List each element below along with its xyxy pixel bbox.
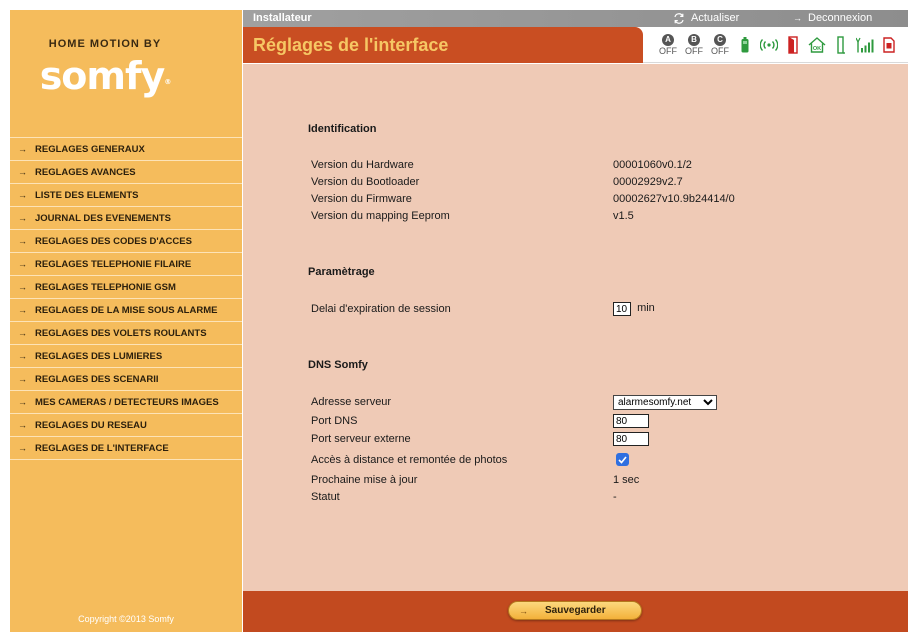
hardware-version-row (311, 158, 871, 175)
nav-item-label: REGLAGES DU RESEAU (35, 419, 147, 431)
server-address-select[interactable] (613, 395, 717, 410)
status-value: - (613, 491, 617, 503)
status-icons (658, 34, 898, 57)
settings-panel (243, 64, 908, 591)
nav-item-label: LISTE DES ELEMENTS (35, 189, 139, 201)
nav-item-telephonie-gsm[interactable] (10, 276, 242, 299)
session-timeout-control (613, 302, 655, 316)
title-tab (243, 27, 643, 63)
remote-access-label: Accès à distance et remontée de photos (311, 454, 508, 466)
zone-b-status (684, 34, 704, 57)
nav-item-label: REGLAGES DES SCENARII (35, 373, 159, 385)
section-identification-title: Identification (308, 123, 377, 135)
zone-state: OFF (711, 46, 729, 56)
session-timeout-row (311, 302, 871, 319)
zone-state: OFF (659, 46, 677, 56)
arrow-right-icon: → (18, 259, 27, 269)
arrow-right-icon: → (18, 236, 27, 246)
save-button-label: Sauvegarder (545, 605, 606, 616)
firmware-version-row (311, 192, 871, 209)
sim-card-icon (880, 34, 898, 56)
server-address-label: Adresse serveur (311, 396, 392, 408)
row-value: v1.5 (613, 210, 634, 222)
session-timeout-label: Delai d'expiration de session (311, 303, 451, 315)
logo-registered-mark: ® (164, 78, 171, 86)
nav-item-label: REGLAGES TELEPHONIE FILAIRE (35, 258, 192, 270)
somfy-logo (10, 54, 200, 98)
nav-item-telephonie-filaire[interactable] (10, 253, 242, 276)
nav-item-lumieres[interactable] (10, 345, 242, 368)
remote-access-row (311, 453, 871, 470)
status-row (311, 490, 871, 507)
arrow-right-icon: → (18, 397, 27, 407)
nav-item-liste-elements[interactable] (10, 184, 242, 207)
nav-item-label: REGLAGES DES LUMIERES (35, 350, 163, 362)
zone-letter: B (688, 34, 700, 46)
arrow-right-icon: → (18, 305, 27, 315)
row-label: Version du mapping Eeprom (311, 210, 450, 222)
nav-item-codes-acces[interactable] (10, 230, 242, 253)
row-label: Version du Bootloader (311, 176, 420, 188)
window-right-edge (908, 10, 922, 632)
zone-c-status (710, 34, 730, 57)
nav-item-label: REGLAGES DES CODES D'ACCES (35, 235, 192, 247)
zone-letter: A (662, 34, 674, 46)
nav-item-label: REGLAGES DE LA MISE SOUS ALARME (35, 304, 218, 316)
top-bar (243, 10, 908, 27)
nav-item-volets-roulants[interactable] (10, 322, 242, 345)
sidebar-nav (10, 137, 242, 460)
arrow-right-icon: → (793, 13, 802, 23)
arrow-right-icon: → (18, 190, 27, 200)
external-port-label: Port serveur externe (311, 433, 411, 445)
external-port-row (311, 432, 871, 449)
refresh-link[interactable] (673, 12, 739, 24)
house-ok-icon (808, 34, 826, 56)
sidebar (10, 10, 242, 632)
server-address-control (613, 395, 717, 410)
arrow-right-icon: → (18, 420, 27, 430)
arrow-right-icon: → (18, 351, 27, 361)
session-timeout-input[interactable] (613, 302, 631, 316)
copyright: Copyright ©2013 Somfy (78, 614, 174, 624)
dns-port-row (311, 414, 871, 431)
section-parametrage-title: Paramètrage (308, 266, 375, 278)
external-port-input[interactable] (613, 432, 649, 446)
external-port-control (613, 432, 649, 446)
row-value: 00001060v0.1/2 (613, 159, 692, 171)
gsm-signal-icon (856, 34, 874, 56)
nav-item-label: REGLAGES TELEPHONIE GSM (35, 281, 176, 293)
server-address-row (311, 395, 871, 412)
nav-item-label: REGLAGES AVANCES (35, 166, 136, 178)
logo-text: somfy (39, 54, 165, 98)
status-label: Statut (311, 491, 340, 503)
row-value: 00002627v10.9b24414/0 (613, 193, 735, 205)
arrow-right-icon: → (18, 144, 27, 154)
row-value: 00002929v2.7 (613, 176, 683, 188)
title-band (243, 27, 908, 63)
logout-link[interactable] (793, 12, 872, 24)
arrow-right-icon: → (18, 374, 27, 384)
nav-item-label: REGLAGES DE L'INTERFACE (35, 442, 169, 454)
session-timeout-unit: min (637, 301, 655, 314)
nav-item-label: JOURNAL DES EVENEMENTS (35, 212, 172, 224)
arrow-right-icon: → (18, 282, 27, 292)
dns-port-control (613, 414, 649, 428)
bottom-bar (243, 591, 908, 632)
nav-item-cameras-detecteurs[interactable] (10, 391, 242, 414)
svg-text:OK: OK (812, 46, 822, 52)
row-label: Version du Hardware (311, 159, 414, 171)
bootloader-version-row (311, 175, 871, 192)
page-title: Réglages de l'interface (253, 35, 449, 55)
dns-port-input[interactable] (613, 414, 649, 428)
nav-item-journal-evenements[interactable] (10, 207, 242, 230)
nav-item-label: REGLAGES GENERAUX (35, 143, 145, 155)
zone-a-status (658, 34, 678, 57)
zone-letter: C (714, 34, 726, 46)
door-open-icon (784, 34, 802, 56)
nav-item-label: REGLAGES DES VOLETS ROULANTS (35, 327, 207, 339)
nav-item-scenarii[interactable] (10, 368, 242, 391)
brand-tagline: HOME MOTION BY (48, 38, 162, 50)
next-update-label: Prochaine mise à jour (311, 474, 418, 486)
dns-port-label: Port DNS (311, 415, 358, 427)
nav-item-reseau[interactable] (10, 414, 242, 437)
arrow-right-icon: → (18, 328, 27, 338)
arrow-right-icon: → (519, 605, 528, 616)
next-update-value: 1 sec (613, 474, 640, 486)
arrow-right-icon: → (18, 213, 27, 223)
arrow-right-icon: → (18, 167, 27, 177)
remote-access-checkbox[interactable] (616, 453, 629, 466)
arrow-right-icon: → (18, 443, 27, 453)
checkmark-icon (618, 456, 627, 464)
door-closed-icon (832, 34, 850, 56)
radio-signal-icon (760, 34, 778, 56)
eeprom-mapping-version-row (311, 209, 871, 226)
nav-item-reglages-avances[interactable] (10, 161, 242, 184)
nav-item-interface[interactable] (10, 437, 242, 460)
section-dns-title: DNS Somfy (308, 359, 368, 371)
battery-icon (736, 34, 754, 56)
nav-item-mise-sous-alarme[interactable] (10, 299, 242, 322)
logout-label: Deconnexion (808, 12, 873, 24)
zone-state: OFF (685, 46, 703, 56)
user-role: Installateur (253, 12, 312, 24)
save-button[interactable] (508, 601, 642, 620)
refresh-icon (673, 13, 685, 24)
refresh-label: Actualiser (691, 12, 740, 24)
nav-item-label: MES CAMERAS / DETECTEURS IMAGES (35, 396, 219, 408)
nav-item-reglages-generaux[interactable] (10, 138, 242, 161)
next-update-row (311, 473, 871, 490)
row-label: Version du Firmware (311, 193, 412, 205)
remote-access-control (616, 453, 629, 466)
